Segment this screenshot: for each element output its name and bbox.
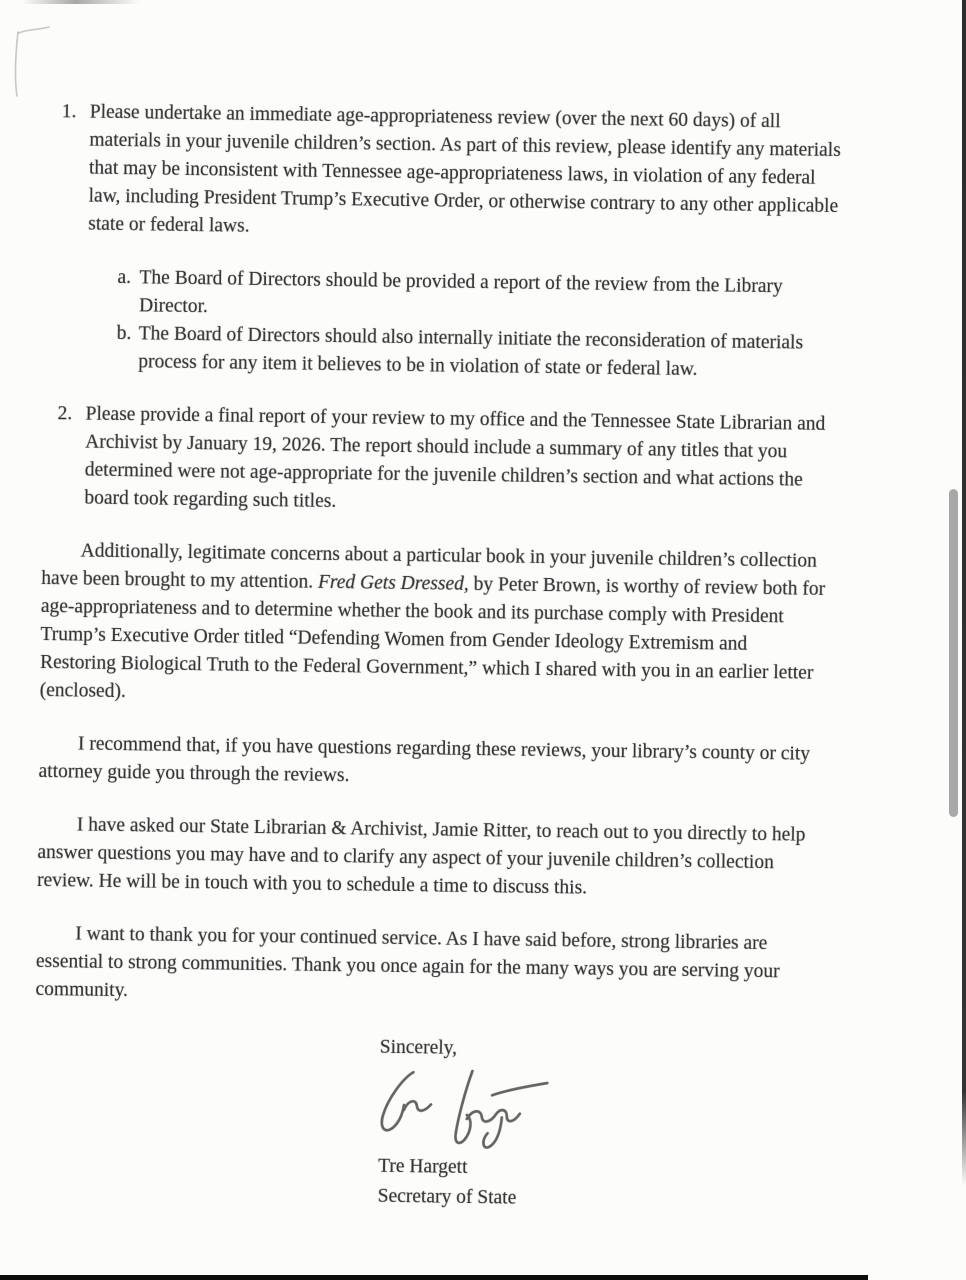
paragraph-line: Additionally, legitimate concerns about a particular book in your juvenile children’s collection — [80, 540, 818, 572]
paragraph-asked: I have asked our State Librarian & Archivist, Jamie Ritter, to reach out to you directly to help answer questions you may have and to clarify any aspect of your juvenile children’s collection review. He will be in touch with you to schedule a time to discuss this. — [36, 814, 806, 899]
list-item-1-text: Please undertake an immediate age-appropriateness review (over the next 60 days) of all materials in your juvenile children’s section. As part of this review, please identify any materials that may be inconsistent with Tennessee age-appropriateness laws, in violation of any federal law, including President Trump’s Executive Order, or otherwise contrary to any other applicable state or federal laws. — [88, 101, 841, 237]
list-item-2-text: Please provide a final report of your review to my office and the Tennessee State Librarian and Archivist by January 19, 2026. The report should include a summary of any titles that you determined were not age-appropriate for the juvenile children’s section and what actions the board took regarding such titles. — [84, 403, 826, 513]
scan-right-edge-line — [962, 0, 966, 1186]
list-item-2 — [56, 400, 943, 524]
sub-item-a-text: The Board of Directors should be provided a report of the review from the Library Director. — [138, 267, 783, 318]
list-marker-1: 1. — [61, 101, 77, 123]
text-run: have been brought to my attention. — [41, 567, 319, 593]
paragraph-additionally — [40, 537, 942, 718]
scrollbar-thumb[interactable] — [949, 489, 958, 817]
closing-block — [377, 1034, 934, 1220]
paragraph-recommend: I recommend that, if you have questions regarding these reviews, your library’s county or city attorney guide you through the reviews. — [38, 733, 811, 787]
list-item-1 — [60, 98, 948, 250]
paragraph-line: Trump’s Executive Order titled “Defending Women from Gender Ideology Extremism and — [40, 623, 748, 655]
sub-marker-b: b. — [116, 322, 132, 345]
sub-marker-a: a. — [117, 266, 132, 289]
signer-name: Tre Hargett — [377, 1155, 468, 1178]
pencil-mark — [8, 20, 60, 108]
sub-list — [44, 263, 945, 388]
scan-top-smudge — [22, 0, 140, 4]
sub-item-b-text: The Board of Directors should also internally initiate the reconsideration of materials process for any item it believes to be in violation of state or federal law. — [138, 323, 804, 381]
signer-title: Secretary of State — [377, 1185, 517, 1209]
text-run: by Peter Brown, is worthy of review both for — [468, 573, 826, 600]
paragraph-line: (enclosed). — [39, 679, 126, 703]
sub-item-b — [116, 320, 945, 388]
paragraph-thanks: I want to thank you for your continued service. As I have said before, strong libraries are essential to strong communities. Thank you once again for the many ways you are serving your community. — [35, 923, 780, 1002]
letter-body — [33, 98, 948, 1219]
list-marker-2: 2. — [57, 403, 73, 425]
paragraph-line: Restoring Biological Truth to the Federal Government,” which I shared with you in an earlier letter — [39, 651, 814, 684]
book-title-italic: Fred Gets Dressed, — [317, 571, 469, 595]
scan-bottom-edge — [0, 1275, 868, 1280]
signature-handwritten — [372, 1064, 558, 1155]
paragraph-line: age-appropriateness and to determine whether the book and its purchase comply with President — [40, 595, 784, 628]
sincerely-text: Sincerely, — [379, 1036, 458, 1059]
